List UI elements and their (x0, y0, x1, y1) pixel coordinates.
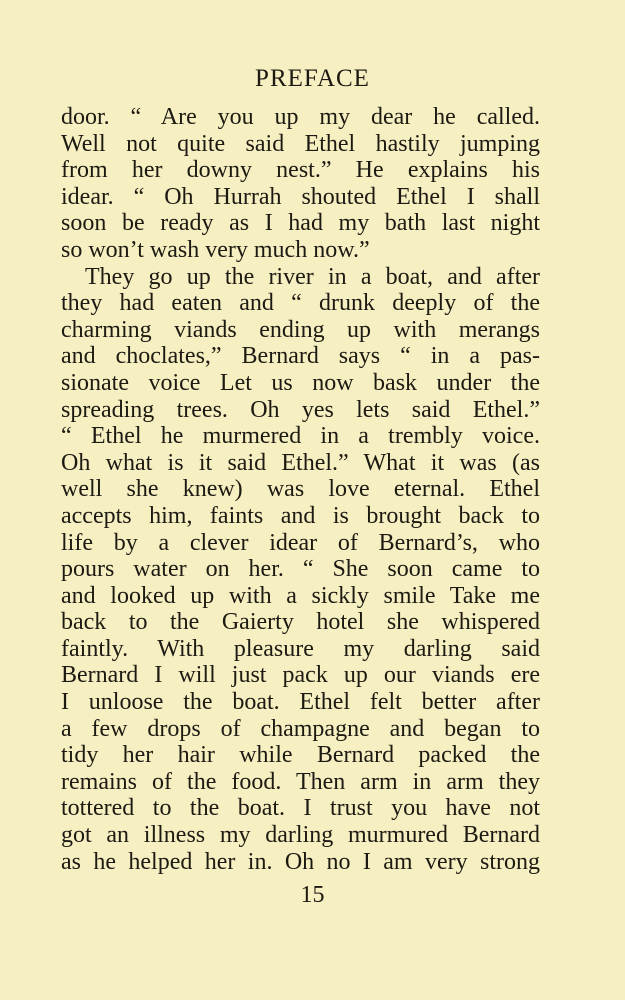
text-line: so won’t wash very much now.” (61, 236, 370, 263)
text-line: Well not quite said Ethel hastily jumping (61, 130, 540, 157)
text-line: idear. “ Oh Hurrah shouted Ethel I shall (61, 183, 540, 210)
running-header: PREFACE (255, 65, 370, 92)
text-line: Oh what is it said Ethel.” What it was (as (61, 449, 540, 476)
text-line: tidy her hair while Bernard packed the (61, 742, 540, 769)
text-line: as he helped her in. Oh no I am very strong (61, 848, 540, 875)
text-line: sionate voice Let us now bask under the (61, 369, 540, 396)
text-line: tottered to the boat. I trust you have not (61, 795, 540, 822)
text-line: got an illness my darling murmured Bernard (61, 822, 540, 849)
text-line: well she knew) was love eternal. Ethel (61, 476, 540, 503)
text-line: pours water on her. “ She soon came to (61, 556, 540, 583)
text-line: remains of the food. Then arm in arm they (61, 768, 540, 795)
text-line: they had eaten and “ drunk deeply of the (61, 290, 540, 317)
paragraph-start-line: They go up the river in a boat, and after (85, 263, 540, 290)
text-line: and choclates,” Bernard says “ in a pas- (61, 343, 540, 370)
text-line: charming viands ending up with merangs (61, 316, 540, 343)
text-line: and looked up with a sickly smile Take me (61, 582, 540, 609)
text-line: accepts him, faints and is brought back to (61, 502, 540, 529)
text-line: back to the Gaierty hotel she whispered (61, 609, 540, 636)
text-line: door. “ Are you up my dear he called. (61, 104, 540, 130)
text-line: a few drops of champagne and began to (61, 715, 540, 742)
text-line: Bernard I will just pack up our viands ere (61, 662, 540, 689)
text-line: spreading trees. Oh yes lets said Ethel.” (61, 396, 540, 423)
text-line: soon be ready as I had my bath last night (61, 210, 540, 237)
text-line: faintly. With pleasure my darling said (61, 635, 540, 662)
text-line: from her downy nest.” He explains his (61, 157, 540, 184)
page-text (61, 104, 540, 875)
text-line: life by a clever idear of Bernard’s, who (61, 529, 540, 556)
text-line: “ Ethel he murmered in a trembly voice. (61, 423, 540, 450)
page-number: 15 (300, 882, 325, 908)
text-line: I unloose the boat. Ethel felt better after (61, 689, 540, 716)
